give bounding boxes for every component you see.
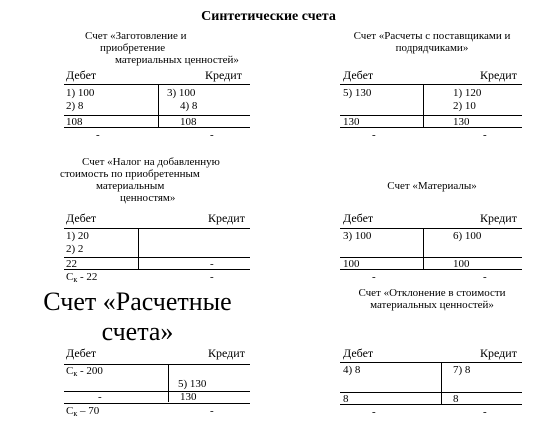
debit-turnover: 108 — [66, 116, 83, 128]
ledger-top-line — [64, 84, 250, 85]
account-title-line: ценностям» — [120, 192, 176, 204]
debit-label: Дебет — [66, 346, 97, 360]
debit-turnover: - — [98, 391, 102, 403]
debit-label: Дебет — [343, 211, 374, 225]
credit-turnover: 130 — [453, 116, 470, 128]
credit-balance: - — [210, 405, 214, 417]
account-title-line: материальным — [96, 180, 165, 192]
account-title-line: счета» — [101, 317, 174, 346]
credit-balance: - — [483, 271, 487, 283]
debit-balance: $С_к - 70$ — [66, 405, 100, 418]
ledger-divider — [158, 84, 159, 115]
account-title-line: материальных ценностей» — [115, 54, 239, 66]
credit-balance: - — [483, 129, 487, 141]
ledger-top-line — [64, 228, 250, 229]
debit-balance: - — [96, 129, 100, 141]
debit-label: Дебет — [343, 346, 374, 360]
ledger-top-line — [340, 228, 522, 229]
ledger-balance-line — [64, 127, 250, 128]
ledger-divider — [423, 84, 424, 115]
ledger-turnover-line — [64, 257, 250, 258]
debit-entry: 3) 100 — [343, 230, 372, 242]
ledger-turnover-line — [64, 115, 250, 116]
page-title: Синтетические счета — [201, 9, 336, 24]
debit-label: Дебет — [66, 68, 97, 82]
credit-turnover: 8 — [453, 393, 459, 405]
debit-turnover: 8 — [343, 393, 349, 405]
ledger-divider — [138, 257, 139, 269]
debit-label: Дебет — [66, 211, 97, 225]
ledger-top-line — [340, 362, 522, 363]
ledger-divider — [423, 228, 424, 257]
account-title-line: Счет «Отклонение в стоимости — [358, 287, 506, 299]
credit-balance: - — [210, 129, 214, 141]
account-title-line: приобретение — [100, 42, 166, 54]
ledger-divider — [441, 362, 442, 392]
debit-entry: $С_к - 200$ — [66, 365, 103, 378]
debit-entry: 2) 2 — [66, 243, 84, 255]
ledger-balance-line — [340, 127, 522, 128]
credit-turnover: 100 — [453, 258, 470, 270]
credit-turnover: 130 — [180, 391, 197, 403]
debit-balance: - — [372, 129, 376, 141]
debit-entry: 4) 8 — [343, 364, 361, 376]
credit-label: Кредит — [480, 346, 517, 360]
account-title-line: Счет «Расчетные — [43, 287, 232, 316]
ledger-turnover-line — [340, 115, 522, 116]
debit-turnover: 22 — [66, 258, 77, 270]
account-title-vat — [82, 156, 220, 168]
debit-balance: - — [372, 271, 376, 283]
ledger-divider — [423, 257, 424, 269]
account-title-line: Счет «Расчеты с поставщиками и — [353, 30, 511, 42]
ledger-turnover-line — [64, 391, 250, 392]
debit-entry: 1) 20 — [66, 230, 89, 242]
credit-label: Кредит — [208, 211, 245, 225]
account-title-line: Счет «Заготовление и — [85, 30, 187, 42]
ledger-divider — [158, 115, 159, 127]
credit-turnover: - — [210, 258, 214, 270]
account-title-deviation — [340, 287, 524, 311]
ledger-divider — [441, 392, 442, 404]
credit-entry: 7) 8 — [453, 364, 471, 376]
account-title-settlement — [40, 287, 235, 347]
credit-label: Кредит — [208, 346, 245, 360]
account-title-materials — [340, 180, 524, 192]
credit-label: Кредит — [480, 211, 517, 225]
ledger-turnover-line — [340, 257, 522, 258]
debit-turnover: 130 — [343, 116, 360, 128]
ledger-top-line — [340, 84, 522, 85]
credit-balance: - — [210, 271, 214, 283]
credit-entry: 5) 130 — [178, 378, 207, 390]
ledger-divider — [423, 115, 424, 127]
credit-entry: 1) 120 — [453, 87, 482, 99]
ledger-balance-line — [64, 269, 250, 270]
ledger-balance-line — [340, 269, 522, 270]
ledger-divider — [168, 364, 169, 402]
debit-label: Дебет — [343, 68, 374, 82]
ledger-balance-line — [340, 404, 522, 405]
ledger-divider — [138, 228, 139, 257]
debit-entry: 1) 100 — [66, 87, 95, 99]
credit-entry: 3) 100 — [167, 87, 196, 99]
credit-balance: - — [483, 406, 487, 418]
ledger-turnover-line — [340, 392, 522, 393]
account-title-line: Счет «Материалы» — [387, 180, 477, 192]
credit-turnover: 108 — [180, 116, 197, 128]
credit-entry: 2) 10 — [453, 100, 476, 112]
credit-entry: 6) 100 — [453, 230, 482, 242]
debit-balance: - — [372, 406, 376, 418]
credit-entry: 4) 8 — [180, 100, 198, 112]
debit-turnover: 100 — [343, 258, 360, 270]
account-title-procurement — [85, 30, 187, 42]
account-title-line: материальных ценностей» — [370, 299, 494, 311]
debit-entry: 5) 130 — [343, 87, 372, 99]
ledger-balance-line — [64, 403, 250, 404]
account-title-line: стоимость по приобретенным — [60, 168, 200, 180]
account-title-suppliers — [340, 30, 524, 54]
debit-balance: $С_к - 22$ — [66, 271, 98, 284]
debit-entry: 2) 8 — [66, 100, 84, 112]
account-title-line: Счет «Налог на добавленную — [82, 156, 220, 168]
credit-label: Кредит — [205, 68, 242, 82]
credit-label: Кредит — [480, 68, 517, 82]
account-title-line: подрядчиками» — [395, 42, 469, 54]
